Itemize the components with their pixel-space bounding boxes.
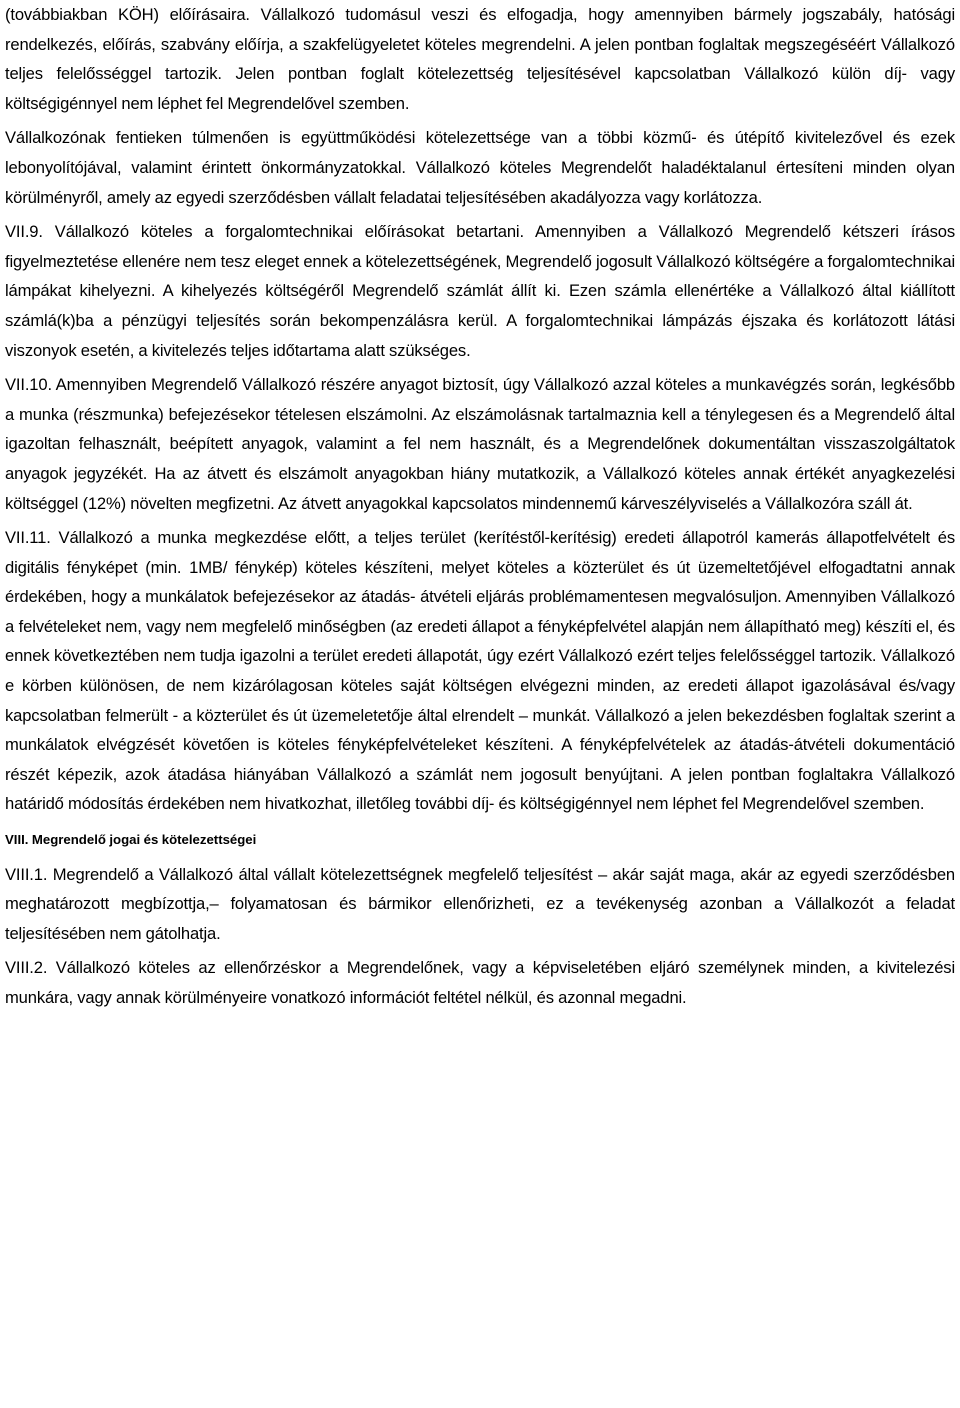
paragraph-viii-2: VIII.2. Vállalkozó köteles az ellenőrzéskor a Megrendelőnek, vagy a képviseletében eljáró személynek minden, a kivitelezési munkára, vagy annak körülményeire vonatkozó információt feltétel nélkül, és azonnal megadni.: [5, 958, 955, 1007]
paragraph-cooperation: Vállalkozónak fentieken túlmenően is együttműködési kötelezettsége van a többi közmű- és útépítő kivitelezővel és ezek lebonyolítójával, valamint érintett önkormányzatokkal. Vállalkozó köteles Megrendelőt haladéktalanul értesíteni minden olyan körülményről, amely az egyedi szerződésben vállalt feladatai teljesítésében akadályozza vagy korlátozza.: [5, 128, 955, 207]
section-heading-viii: VIII. Megrendelő jogai és kötelezettségei: [5, 832, 257, 848]
paragraph-viii-1: VIII.1. Megrendelő a Vállalkozó által vállalt kötelezettségnek megfelelő teljesítést – akár saját maga, akár az egyedi szerződésben meghatározott megbízottja,– folyamatosan és bármikor ellenőrizheti, ez a tevékenység azonban a Vállalkozót a feladat teljesítésében nem gátolhatja.: [5, 864, 955, 943]
paragraph-koh-supervision: (továbbiakban KÖH) előírásaira. Vállalkozó tudomásul veszi és elfogadja, hogy amennyiben bármely jogszabály, hatósági rendelkezés, előírás, szabvány előírja, a szakfelügyeletet köteles megrendelni. A jelen pontban foglaltak megszegéséért Vállalkozó teljes felelősséggel tartozik. Jelen pontban foglalt kötelezettség teljesítésével kapcsolatban Vállalkozó külön díj- vagy költségigénnyel nem léphet fel Megrendelővel szemben.: [5, 5, 955, 113]
paragraph-vii-10: VII.10. Amennyiben Megrendelő Vállalkozó részére anyagot biztosít, úgy Vállalkozó azzal köteles a munkavégzés során, legkésőbb a munka (részmunka) befejezésekor tételesen elszámolni. Az elszámolásnak tartalmaznia kell a ténylegesen és a Megrendelő által igazoltan felhasznált, beépített anyagok, valamint a fel nem használt, és a Megrendelőnek dokumentáltan visszaszolgáltatok anyagok jegyzékét. Ha az átvett és elszámolt anyagokban hiány mutatkozik, a Vállalkozó köteles annak értékét anyagkezelési költséggel (12%) növelten megfizetni. Az átvett anyagokkal kapcsolatos mindennemű kárveszélyviselés a Vállalkozóra száll át.: [5, 375, 955, 513]
document-page: [5, 0, 955, 1013]
paragraph-vii-11: VII.11. Vállalkozó a munka megkezdése előtt, a teljes terület (kerítéstől-kerítésig) eredeti állapotról kamerás állapotfelvételt és digitális fényképet (min. 1MB/ fénykép) köteles készíteni, melyet köteles a közterület és út üzemeltetőjével elfogadtatni annak érdekében, hogy a munkálatok befejezésekor az átadás- átvételi eljárás problémamentesen megvalósuljon. Amennyiben Vállalkozó a felvételeket nem, vagy nem megfelelő minőségben (az eredeti állapot a fényképfelvétel alapján nem állapítható meg) készíti el, és ennek következtében nem tudja igazolni a terület eredeti állapotát, úgy ezért Vállalkozó ezért teljes felelősséggel tartozik. Vállalkozó e körben különösen, de nem kizárólagosan köteles saját költségen elvégezni minden, az eredeti állapot igazolásával és/vagy kapcsolatban felmerült - a közterület és út üzemeletetője által elrendelt – munkát. Vállalkozó a jelen bekezdésben foglaltak szerint a munkálatok elvégzését követően is köteles fényképfelvételeket készíteni. A fényképfelvételek az átadás-átvételi dokumentáció részét képezik, azok átadása hiányában Vállalkozó a számlát nem jogosult benyújtani. A jelen pontban foglaltakra Vállalkozó határidő módosítás érdekében nem hivatkozhat, illetőleg további díj- és költségigénnyel nem léphet fel Megrendelővel szemben.: [5, 528, 955, 814]
paragraph-vii-9: VII.9. Vállalkozó köteles a forgalomtechnikai előírásokat betartani. Amennyiben a Vállalkozó Megrendelő kétszeri írásos figyelmeztetése ellenére nem tesz eleget ennek a kötelezettségének, Megrendelő jogosult Vállalkozó költségére a forgalomtechnikai lámpákat kihelyezni. A kihelyezés költségéről Megrendelő számlát állít ki. Ezen számla ellenértéke a Vállalkozó által kiállított számlá(k)ba a pénzügyi teljesítés során bekompenzálásra kerül. A forgalomtechnikai lámpázás éjszaka és korlátozott látási viszonyok esetén, a kivitelezés teljes időtartama alatt szükséges.: [5, 222, 955, 360]
